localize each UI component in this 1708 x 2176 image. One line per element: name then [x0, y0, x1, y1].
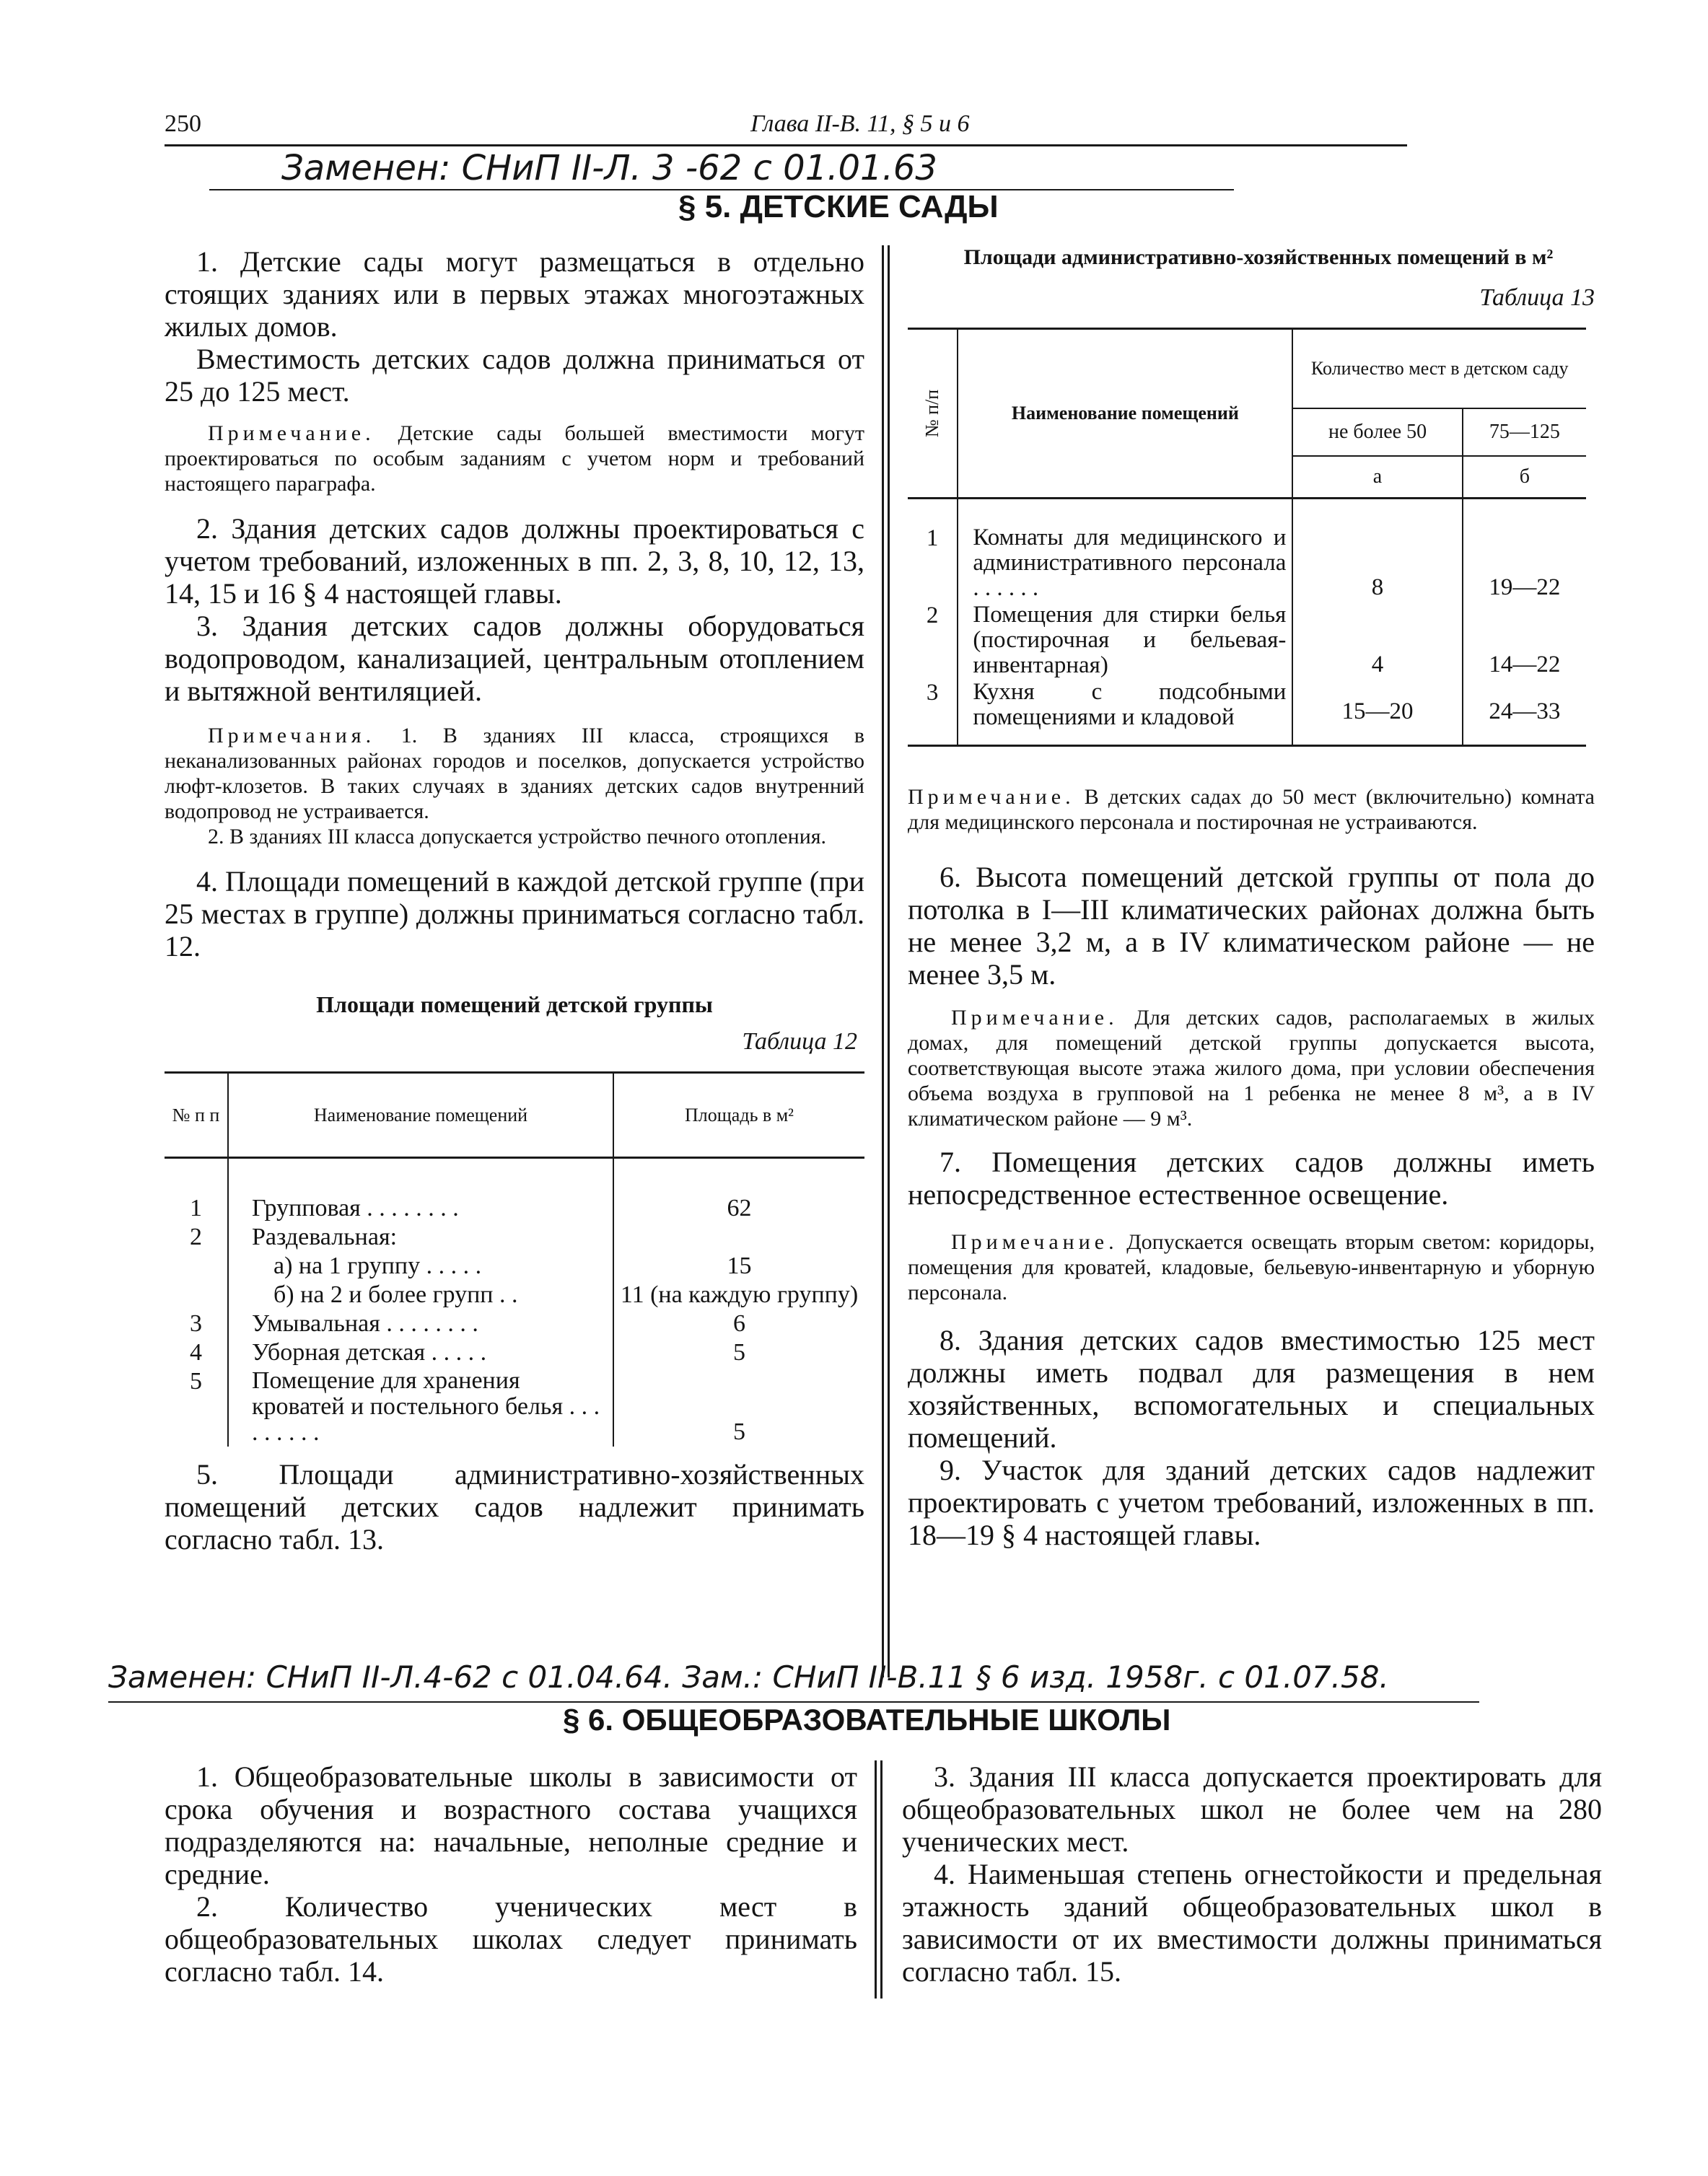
paragraph-6-1: 1. Общеобразовательные школы в зависимости от срока обучения и возрастного состава учащихся подразделяются на: начальные, неполные средние и средние.	[165, 1760, 857, 1890]
table-row: 3 Умывальная . . . . . . . . 6	[165, 1309, 864, 1338]
note-5-3-2: 2. В зданиях III класса допускается устройство печного отопления.	[208, 825, 827, 848]
table-row: б) на 2 и более групп . . 11 (на каждую группу)	[165, 1281, 864, 1309]
header-rule	[165, 144, 1407, 146]
running-head: Глава II-В. 11, § 5 и 6	[750, 110, 970, 137]
note-text: Допускается освещать вторым светом: коридоры, помещения для кроватей, кладовые, бельевую-инвентарную и уборную персонала.	[908, 1229, 1595, 1304]
column-divider	[882, 245, 884, 1677]
table-row: 5 Помещение для хранения кроватей и постельного белья . . . . . . . . . 5	[165, 1367, 864, 1447]
note-text: 1. В зданиях III класса, строящихся в неканализованных районах городов и поселков, допускается устройство люфт-клозетов. В таких случаях в зданиях детских садов внутренний водопровод не устраивается.	[165, 724, 864, 823]
section5-title: § 5. ДЕТСКИЕ САДЫ	[678, 189, 999, 224]
note-5-3	[165, 723, 864, 824]
section6-right	[902, 1760, 1602, 1988]
paragraph-5-1b: Вместимость детских садов должна приниматься от 25 до 125 мест.	[165, 343, 864, 408]
note-text: Детские сады большей вместимости могут проектироваться по особым заданиям с учетом норм и требований настоящего параграфа.	[165, 421, 864, 496]
table13-header-group: Количество мест в детском саду	[1292, 329, 1586, 408]
table12-header-name: Наименование помещений	[228, 1073, 613, 1158]
paragraph-5-6: 6. Высота помещений детской группы от пола до потолка в I—III климатических районах должна быть не менее 3,2 м, а в IV климатическом районе — не менее 3,5 м.	[908, 860, 1595, 991]
table13-header-b: 75—125	[1489, 421, 1560, 444]
column-divider-s6-2	[880, 1760, 883, 1999]
table13-header-a: не более 50	[1292, 408, 1462, 457]
table12	[165, 1071, 864, 1447]
note-text: Для детских садов, располагаемых в жилых домах, для помещений детской группы допускается высота, соответствующая высоте этажа жилого дома, при условии обеспечения объема воздуха в групповой на 1 ребенка не менее 8 м³, а в IV климатическом районе — 9 м³.	[908, 1005, 1595, 1131]
paragraph-5-1: 1. Детские сады могут размещаться в отдельно стоящих зданиях или в первых этажах многоэтажных жилых домов.	[165, 245, 864, 343]
section6-title: § 6. ОБЩЕОБРАЗОВАТЕЛЬНЫЕ ШКОЛЫ	[563, 1703, 1171, 1737]
table-row: 2 Помещения для стирки белья (постирочная и бельевая-инвентарная) 4 14—22	[908, 602, 1586, 679]
table13-title: Площади административно-хозяйственных помещений в м²	[963, 245, 1554, 269]
paragraph-6-2: 2. Количество ученических мест в общеобразовательных школах следует принимать согласно табл. 14.	[165, 1890, 857, 1988]
column-divider-s6	[875, 1760, 877, 1999]
note-label: Примечание.	[951, 1005, 1118, 1030]
note-label: Примечание.	[908, 784, 1075, 809]
table12-title: Площади помещений детской группы	[316, 991, 713, 1017]
paragraph-5-9: 9. Участок для зданий детских садов надлежит проектировать с учетом требований, изложенных в пп. 18—19 § 4 настоящей главы.	[908, 1453, 1595, 1551]
stamp-replaced-top: Заменен: СНиП II-Л. 3 -62 с 01.01.63	[281, 148, 937, 188]
paragraph-5-3: 3. Здания детских садов должны оборудоваться водопроводом, канализацией, центральным отоплением и вытяжной вентиляцией.	[165, 610, 864, 707]
right-column	[908, 245, 1609, 1551]
note-5-1	[165, 421, 864, 496]
left-column	[165, 245, 864, 1556]
table-row: 3 Кухня с подсобными помещениями и кладовой 15—20 24—33	[908, 679, 1586, 746]
paragraph-5-8: 8. Здания детских садов вместимостью 125 мест должны иметь подвал для размещения в нем хозяйственных, вспомогательных и специальных помещений.	[908, 1323, 1595, 1454]
table13-label: Таблица 13	[1479, 284, 1595, 311]
paragraph-5-4: 4. Площади помещений в каждой детской группе (при 25 местах в группе) должны приниматься согласно табл. 12.	[165, 865, 864, 962]
table-row: 1 Комнаты для медицинского и административного персонала . . . . . . 8 19—22	[908, 525, 1586, 602]
table12-header-num: № п п	[165, 1073, 228, 1158]
table12-header-area: Площадь в м²	[685, 1104, 794, 1126]
table13-header-b-letter: б	[1519, 465, 1530, 488]
note-text: В детских садах до 50 мест (включительно) комната для медицинского персонала и постирочная не устраиваются.	[908, 784, 1595, 834]
note-5-7	[908, 1229, 1609, 1305]
note-table13	[908, 784, 1609, 835]
note-label: Примечание.	[951, 1229, 1118, 1254]
table-row: 1 Групповая . . . . . . . . 62	[165, 1194, 864, 1223]
note-5-6	[908, 1005, 1609, 1131]
note-label: Примечания.	[208, 724, 376, 747]
table-row: а) на 1 группу . . . . . 15	[165, 1252, 864, 1281]
stamp-replaced-middle: Заменен: СНиП II-Л.4-62 с 01.04.64. Зам.: СНиП II-В.11 § 6 изд. 1958г. с 01.07.58.	[108, 1659, 1389, 1695]
page-number: 250	[165, 110, 201, 137]
column-divider-2	[888, 245, 890, 1677]
table13-header-num: № п/п	[908, 329, 958, 499]
table13-header-a-letter: а	[1292, 456, 1462, 498]
table-row: 2 Раздевальная:	[165, 1223, 864, 1252]
paragraph-5-7: 7. Помещения детских садов должны иметь непосредственное естественное освещение.	[908, 1145, 1595, 1211]
table-row: 4 Уборная детская . . . . . 5	[165, 1338, 864, 1367]
paragraph-6-4: 4. Наименьшая степень огнестойкости и предельная этажность зданий общеобразовательных школ в зависимости от их вместимости должны приниматься согласно табл. 15.	[902, 1858, 1602, 1988]
section6-left	[165, 1760, 857, 1988]
note-label: Примечание.	[208, 421, 375, 445]
paragraph-5-2: 2. Здания детских садов должны проектироваться с учетом требований, изложенных в пп. 2, 3, 8, 10, 12, 13, 14, 15 и 16 § 4 настоящей главы.	[165, 512, 864, 610]
table13	[908, 328, 1586, 747]
paragraph-6-3: 3. Здания III класса допускается проектировать для общеобразовательных школ не более чем на 280 ученических мест.	[902, 1760, 1602, 1858]
table12-label: Таблица 12	[742, 1028, 857, 1055]
table13-header-name: Наименование помещений	[958, 329, 1292, 499]
paragraph-5-5: 5. Площади административно-хозяйственных помещений детских садов надлежит принимать согласно табл. 13.	[165, 1457, 864, 1556]
